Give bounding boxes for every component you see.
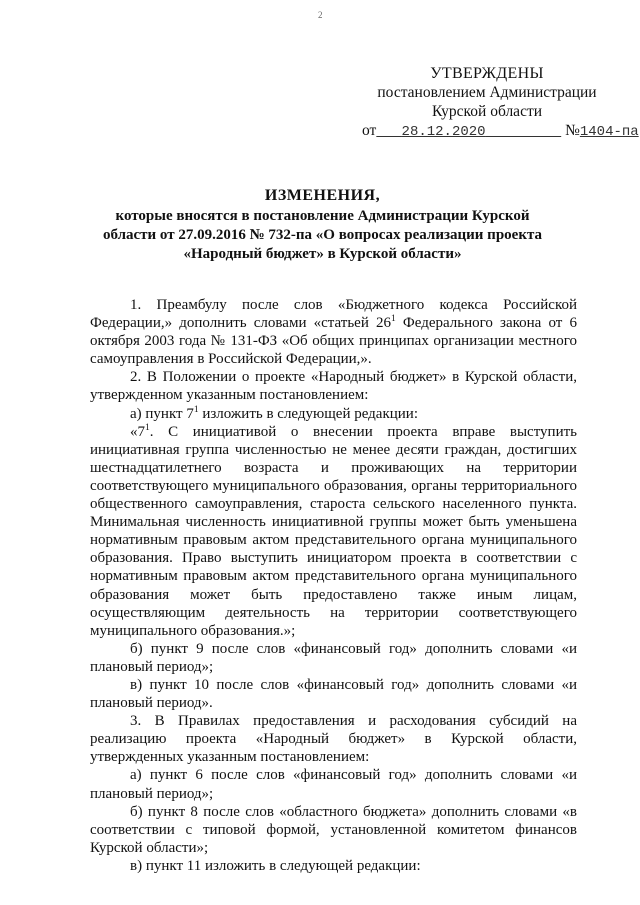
paragraph-2a: а) пункт $7^1$ изложить в следующей редакции: xyxy=(130,404,419,422)
paragraph-3a: а) пункт 6 после слов «финансовый год» дополнить словами «и плановый период»; xyxy=(90,767,577,802)
approval-date: 28.12.2020 xyxy=(401,124,486,140)
paragraph-2b: б) пункт 9 после слов «финансовый год» дополнить словами «и плановый период»; xyxy=(90,640,577,675)
approval-line-1: постановлением Администрации xyxy=(377,84,597,101)
paragraph-2a-text: «$7^1$. С инициативой о внесении проекта вправе выступить инициативная группа численностью не менее десяти граждан, достигших шестнадцатилетнего возраста и проживающих на территории соответствующего муниципального образования, органы территориального общественного самоуправления, староста сельского населенного пункта. Минимальная численность инициативной группы может быть уменьшена нормативным правовым актом представительного органа муниципального образования. Право выступить инициатором проекта в соответствии с нормативным правовым актом представительного органа муниципального образования может быть предоставлено также иным лицам, осуществляющим деятельность на территории соответствующего муниципального образования.»; xyxy=(90,422,577,639)
from-label: от xyxy=(362,122,377,139)
paragraph-2: 2. В Положении о проекте «Народный бюджет» в Курской области, утвержденном указанным постановлением: xyxy=(90,369,577,404)
page-number-mark: 2 xyxy=(318,10,323,20)
approval-number: 1404-па xyxy=(579,124,639,140)
document-body xyxy=(90,296,577,875)
paragraph-3c: в) пункт 11 изложить в следующей редакции: xyxy=(130,857,421,874)
document-title: ИЗМЕНЕНИЯ, xyxy=(264,187,381,204)
approval-heading: УТВЕРЖДЕНЫ xyxy=(430,65,544,82)
number-label: № xyxy=(565,122,580,139)
document-title-block xyxy=(90,186,555,264)
paragraph-3: 3. В Правилах предоставления и расходования субсидий на реализацию проекта «Народный бюджет» в Курской области, утвержденных указанным постановлением: xyxy=(90,713,577,766)
approval-line-2: Курской области xyxy=(431,103,543,120)
paragraph-2c: в) пункт 10 после слов «финансовый год» дополнить словами «и плановый период». xyxy=(90,676,577,712)
approval-date-number-line xyxy=(362,121,639,142)
approval-stamp xyxy=(362,64,639,142)
document-subtitle: которые вносятся в постановление Администрации Курской области от 27.09.2016 № 732-па «О вопросах реализации проекта «Народный бюджет» в Курской области» xyxy=(102,208,543,262)
paragraph-1: 1. Преамбулу после слов «Бюджетного кодекса Российской Федерации,» дополнить словами «статьей $26^1$ Федерального закона от 6 октября 2003 года № 131-ФЗ «Об общих принципах организации местного самоуправления в Российской Федерации,». xyxy=(90,297,577,368)
paragraph-3b: б) пункт 8 после слов «областного бюджета» дополнить словами «в соответствии с типовой формой, установленной комитетом финансов Курской области»; xyxy=(90,803,577,856)
